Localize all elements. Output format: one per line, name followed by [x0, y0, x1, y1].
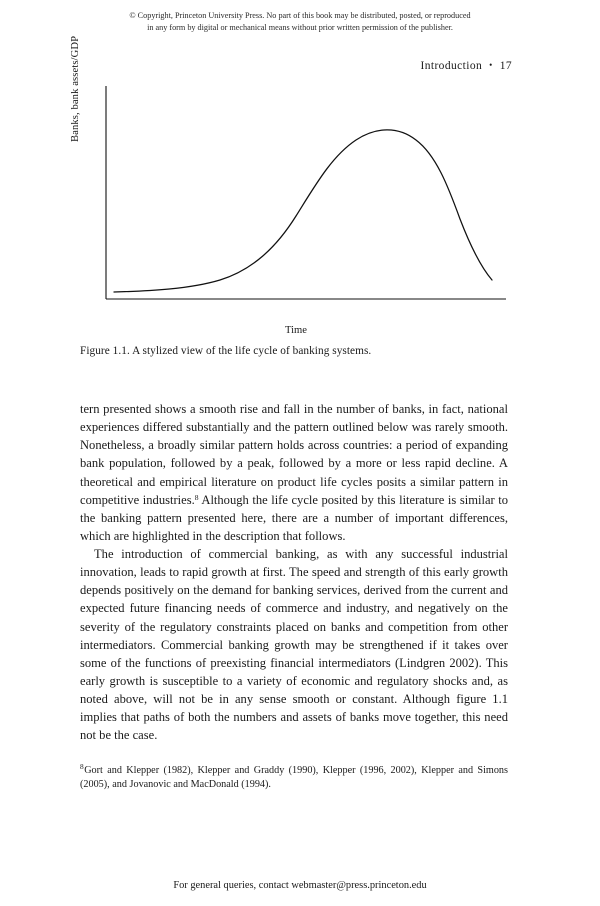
- footnote-text: Gort and Klepper (1982), Klepper and Graddy (1990), Klepper (1996, 2002), Klepper and Simons (2005), and Jovanovic and MacDonald (1994).: [80, 765, 508, 791]
- paragraph-1: [80, 400, 508, 545]
- footer-note: For general queries, contact webmaster@press.princeton.edu: [173, 880, 427, 891]
- copyright-notice: © Copyright, Princeton University Press. No part of this book may be distributed, posted, or reproduced in any form by digital or mechanical means without prior written permission of the publisher.: [129, 11, 471, 32]
- running-head-chapter: Introduction: [420, 60, 483, 72]
- body-text: [80, 400, 508, 744]
- life-cycle-chart: [80, 84, 512, 320]
- figure-caption: Figure 1.1. A stylized view of the life cycle of banking systems.: [80, 345, 372, 357]
- footnote-8: [80, 762, 508, 793]
- running-head-separator: •: [489, 60, 493, 70]
- paragraph-1-part-1: tern presented shows a smooth rise and fall in the number of banks, in fact, national experiences differed substantially and the pattern outlined below was rarely smooth. Nonetheless, a broadly similar pattern holds across countries: a period of expanding bank population, followed by a peak, followed by a more or less rapid decline. A theoretical and empirical literature on product life cycles posits a similar pattern in competitive industries.: [80, 402, 508, 507]
- running-head-page-number: 17: [499, 60, 512, 72]
- footnote-marker: 8: [80, 762, 84, 771]
- paragraph-2: The introduction of commercial banking, as with any successful industrial innovation, leads to rapid growth at first. The speed and strength of this early growth depends positively on the demand for banking services, derived from the current and expected future financing needs of commerce and industry, and negatively on the severity of the regulatory constraints placed on banks and competition from other intermediators. Commercial banking growth may be strengthened if it takes over some of the functions of preexisting financial intermediators (Lindgren 2002). This early growth is susceptible to a variety of economic and regulatory shocks and, as noted above, will not be in any sense smooth or constant. Although figure 1.1 implies that paths of both the numbers and assets of banks move together, this need not be the case.: [80, 547, 508, 743]
- chart-curve: [114, 130, 492, 292]
- footnote-reference-8: 8: [194, 492, 199, 502]
- paragraph-1-part-2: Although the life cycle posited by this literature is similar to the banking pattern presented here, there are a number of important differences, which are highlighted in the description that follows.: [80, 492, 508, 543]
- x-axis-label: Time: [285, 325, 307, 336]
- y-axis-label: Banks, bank assets/GDP: [70, 35, 81, 142]
